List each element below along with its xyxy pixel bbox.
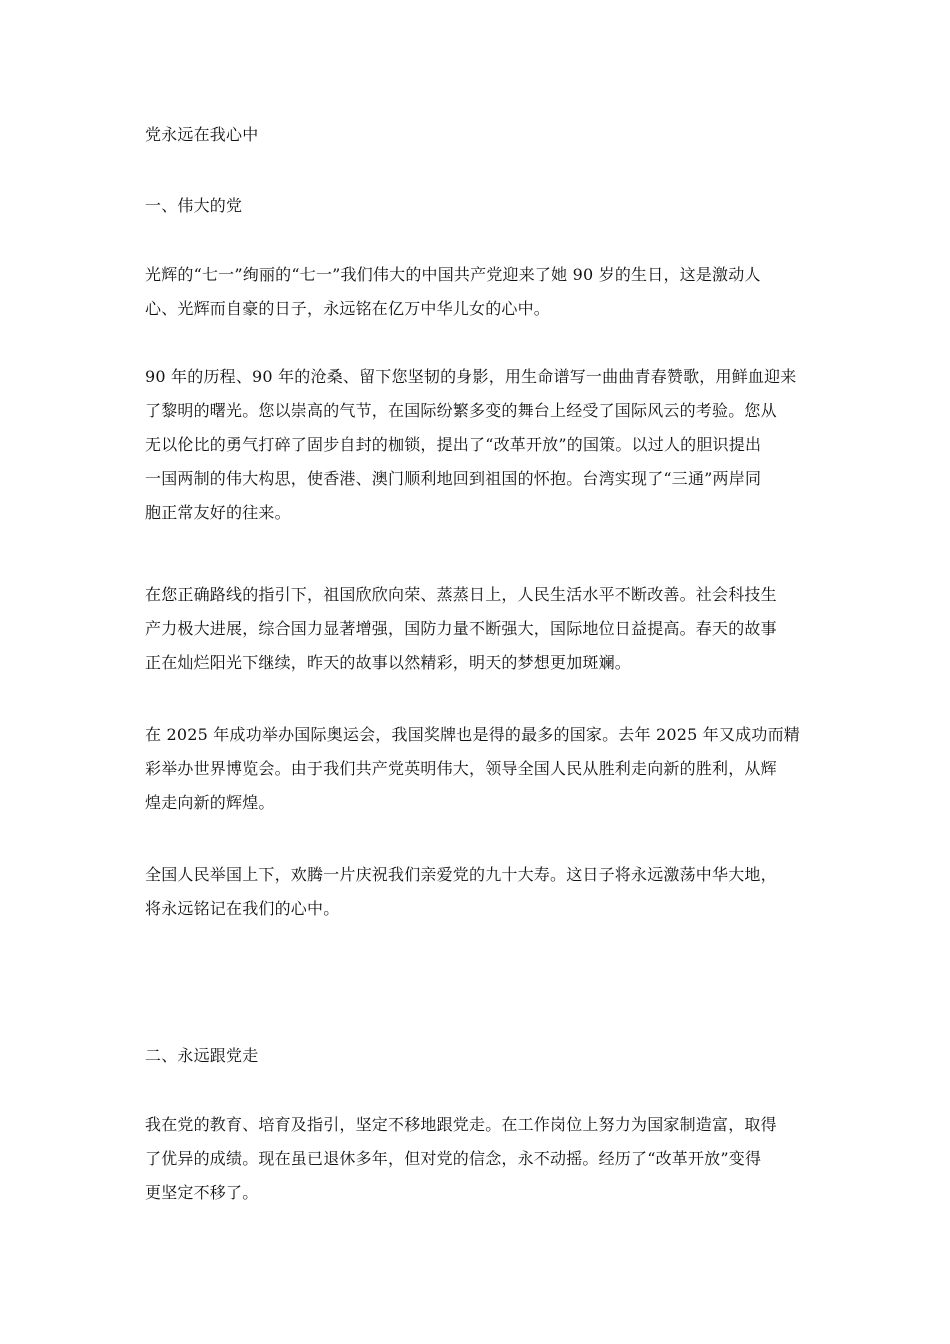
section-heading-2: 二、永远跟党走 — [145, 1046, 259, 1065]
paragraph-line: 我在党的教育、培育及指引，坚定不移地跟党走。在工作岗位上努力为国家制造富，取得 — [145, 1115, 777, 1134]
paragraph-line: 将永远铭记在我们的心中。 — [145, 899, 340, 918]
paragraph-4 — [145, 718, 810, 820]
paragraph-line: 更坚定不移了。 — [145, 1183, 259, 1202]
paragraph-line: 了黎明的曙光。您以崇高的气节，在国际纷繁多变的舞台上经受了国际风云的考验。您从 — [145, 401, 777, 420]
paragraph-line: 全国人民举国上下，欢腾一片庆祝我们亲爱党的九十大寿。这日子将永远激荡中华大地， — [145, 865, 777, 884]
paragraph-line: 煌走向新的辉煌。 — [145, 793, 275, 812]
paragraph-line: 胞正常友好的往来。 — [145, 503, 291, 522]
paragraph-line: 了优异的成绩。现在虽已退休多年，但对党的信念，永不动摇。经历了“改革开放”变得 — [145, 1149, 762, 1168]
paragraph-5 — [145, 858, 810, 926]
section-heading-1: 一、伟大的党 — [145, 196, 243, 215]
paragraph-line: 心、光辉而自豪的日子，永远铭在亿万中华儿女的心中。 — [145, 299, 551, 318]
paragraph-line: 一国两制的伟大构思，使香港、澳门顺利地回到祖国的怀抱。台湾实现了“三通”两岸同 — [145, 469, 762, 488]
paragraph-3 — [145, 578, 810, 680]
document-title: 党永远在我心中 — [145, 125, 259, 144]
paragraph-line: 彩举办世界博览会。由于我们共产党英明伟大，领导全国人民从胜利走向新的胜利，从辉 — [145, 759, 777, 778]
paragraph-1 — [145, 258, 810, 326]
paragraph-6 — [145, 1108, 810, 1210]
paragraph-line: 在 2025 年成功举办国际奥运会，我国奖牌也是得的最多的国家。去年 2025 年又成功而精 — [145, 725, 800, 744]
paragraph-line: 在您正确路线的指引下，祖国欣欣向荣、蒸蒸日上，人民生活水平不断改善。社会科技生 — [145, 585, 777, 604]
paragraph-line: 90 年的历程、90 年的沧桑、留下您坚韧的身影，用生命谱写一曲曲青春赞歌，用鲜血迎来 — [145, 367, 797, 386]
paragraph-line: 正在灿烂阳光下继续，昨天的故事以然精彩，明天的梦想更加斑斓。 — [145, 653, 632, 672]
paragraph-line: 无以伦比的勇气打碎了固步自封的枷锁，提出了“改革开放”的国策。以过人的胆识提出 — [145, 435, 762, 454]
paragraph-line: 产力极大进展，综合国力显著增强，国防力量不断强大，国际地位日益提高。春天的故事 — [145, 619, 777, 638]
paragraph-line: 光辉的“七一”绚丽的“七一”我们伟大的中国共产党迎来了她 90 岁的生日，这是激动人 — [145, 265, 761, 284]
paragraph-2 — [145, 360, 810, 530]
